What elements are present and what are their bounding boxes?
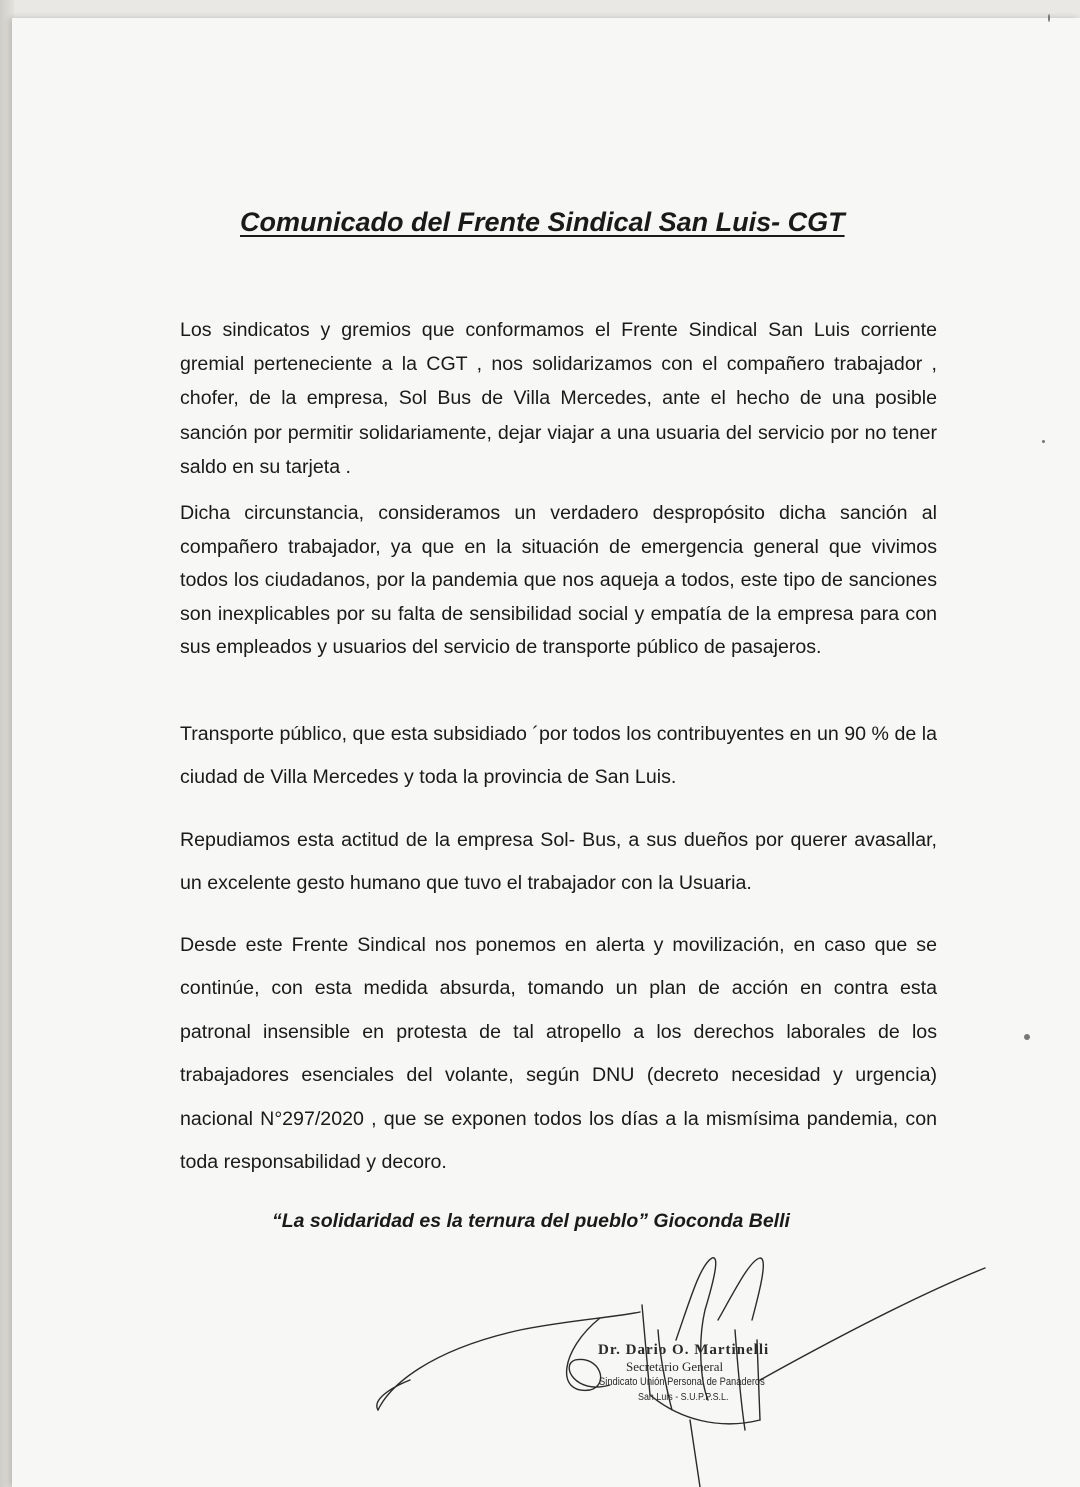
stamp-role: Secretario General [626, 1359, 724, 1374]
document-title: Comunicado del Frente Sindical San Luis- CGT [240, 207, 845, 237]
paragraph-1: Los sindicatos y gremios que conformamos el Frente Sindical San Luis corriente gremial perteneciente a la CGT , nos solidarizamos con el compañero trabajador , chofer, de la empresa, Sol Bus de Villa Mercedes, ante el hecho de una posible sanción por permitir solidariamente, dejar viajar a una usuaria del servicio por no tener saldo en su tarjeta . [180, 319, 937, 478]
scan-speck [1048, 14, 1050, 22]
stamp-place: San Luis - S.U.P.P.S.L. [638, 1391, 729, 1403]
paragraph-2: Dicha circunstancia, consideramos un verdadero despropósito dicha sanción al compañero trabajador, ya que en la situación de emergencia general que vivimos todos los ciudadanos, por la pandemia que nos aqueja a todos, este tipo de sanciones son inexplicables por su falta de sensibilidad social y empatía de la empresa para con sus empleados y usuarios del servicio de transporte público de pasajeros. [180, 502, 937, 659]
scan-speck [1024, 1034, 1030, 1040]
stamp-union: Sindicato Unión Personal de Panaderos [599, 1376, 765, 1388]
paragraph-3: Transporte público, que esta subsidiado ´por todos los contribuyentes en un 90 % de la ciudad de Villa Mercedes y toda la provincia de San Luis. [180, 723, 937, 788]
stamp-name: Dr. Dario O. Martinelli [598, 1342, 770, 1358]
paragraph-4: Repudiamos esta actitud de la empresa Sol- Bus, a sus dueños por querer avasallar, un excelente gesto humano que tuvo el trabajador con la Usuaria. [180, 829, 937, 894]
scan-speck [1042, 440, 1045, 443]
closing-quote: “La solidaridad es la ternura del pueblo” Gioconda Belli [272, 1210, 790, 1232]
paragraph-5: Desde este Frente Sindical nos ponemos en alerta y movilización, en caso que se continúe, con esta medida absurda, tomando un plan de acción en contra esta patronal insensible en protesta de tal atropello a los derechos laborales de los trabajadores esenciales del volante, según DNU (decreto necesidad y urgencia) nacional N°297/2020 , que se exponen todos los días a la mismísima pandemia, con toda responsabilidad y decoro. [180, 934, 937, 1174]
